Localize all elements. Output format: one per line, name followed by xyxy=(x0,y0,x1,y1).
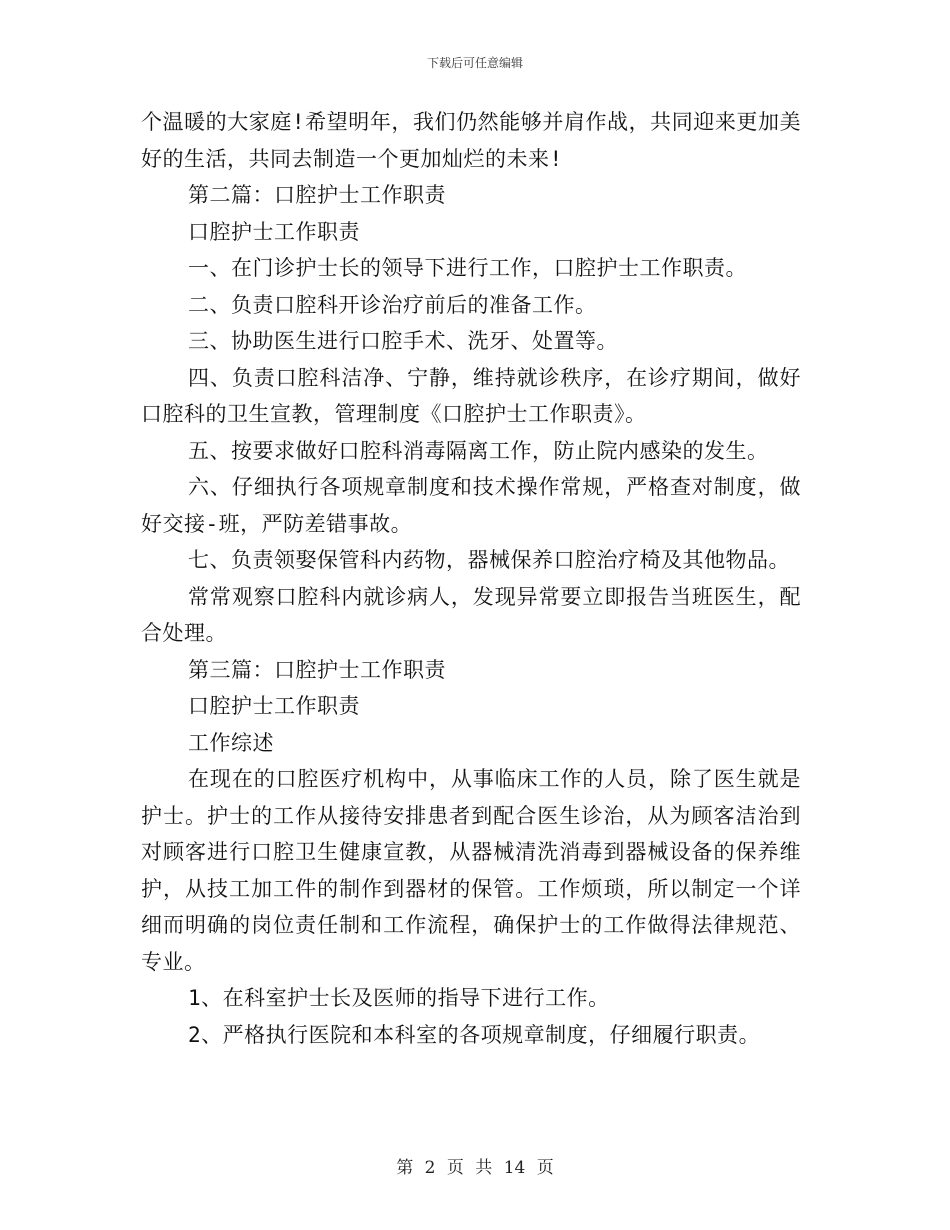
section-subtitle: 口腔护士工作职责 xyxy=(188,694,360,718)
duty-item: 五、按要求做好口腔科消毒隔离工作，防止院内感染的发生。 xyxy=(188,438,769,463)
page-header-note: 下载后可任意编辑 xyxy=(426,56,523,70)
duty-item: 二、负责口腔科开诊治疗前后的准备工作。 xyxy=(188,292,597,317)
page-number: 第 2 页 共 14 页 xyxy=(396,1158,554,1178)
duty-item: 1、在科室护士长及医师的指导下进行工作。 xyxy=(188,986,610,1010)
duty-item: 2、严格执行医院和本科室的各项规章制度，仔细履行职责。 xyxy=(188,1022,761,1047)
duty-item: 七、负责领娶保管科内药物，器械保养口腔治疗椅及其他物品。 xyxy=(188,548,790,572)
paragraph: 在现在的口腔医疗机构中，从事临床工作的人员，除了医生就是护士。护士的工作从接待安排患者到配合医生诊治，从为顾客洁治到对顾客进行口腔卫生健康宣教，从器械清洗消毒到器械设备的保养维护，从技工加工件的制作到器材的保管。工作烦琐，所以制定一个详细而明确的岗位责任制和工作流程，确保护士的工作做得法律规范、专业。 xyxy=(141,767,801,974)
duty-item: 三、协助医生进行口腔手术、洗牙、处置等。 xyxy=(188,329,618,353)
paragraph: 个温暖的大家庭!希望明年，我们仍然能够并肩作战，共同迎来更加美好的生活，共同去制造一个更加灿烂的未来! xyxy=(141,110,801,171)
subsection-heading: 工作综述 xyxy=(188,730,274,755)
duty-item: 一、在门诊护士长的领导下进行工作，口腔护士工作职责。 xyxy=(188,256,747,280)
section-heading: 第三篇：口腔护士工作职责 xyxy=(188,657,446,682)
section-subtitle: 口腔护士工作职责 xyxy=(188,219,360,244)
paragraph: 常常观察口腔科内就诊病人，发现异常要立即报告当班医生，配合处理。 xyxy=(141,584,801,645)
duty-item: 六、仔细执行各项规章制度和技术操作常规，严格查对制度，做好交接-班，严防差错事故。 xyxy=(141,475,801,536)
duty-item: 四、负责口腔科洁净、宁静，维持就诊秩序，在诊疗期间，做好口腔科的卫生宣教，管理制度《口腔护士工作职责》。 xyxy=(141,365,801,426)
section-heading: 第二篇：口腔护士工作职责 xyxy=(188,183,446,207)
document-body xyxy=(141,104,801,1053)
